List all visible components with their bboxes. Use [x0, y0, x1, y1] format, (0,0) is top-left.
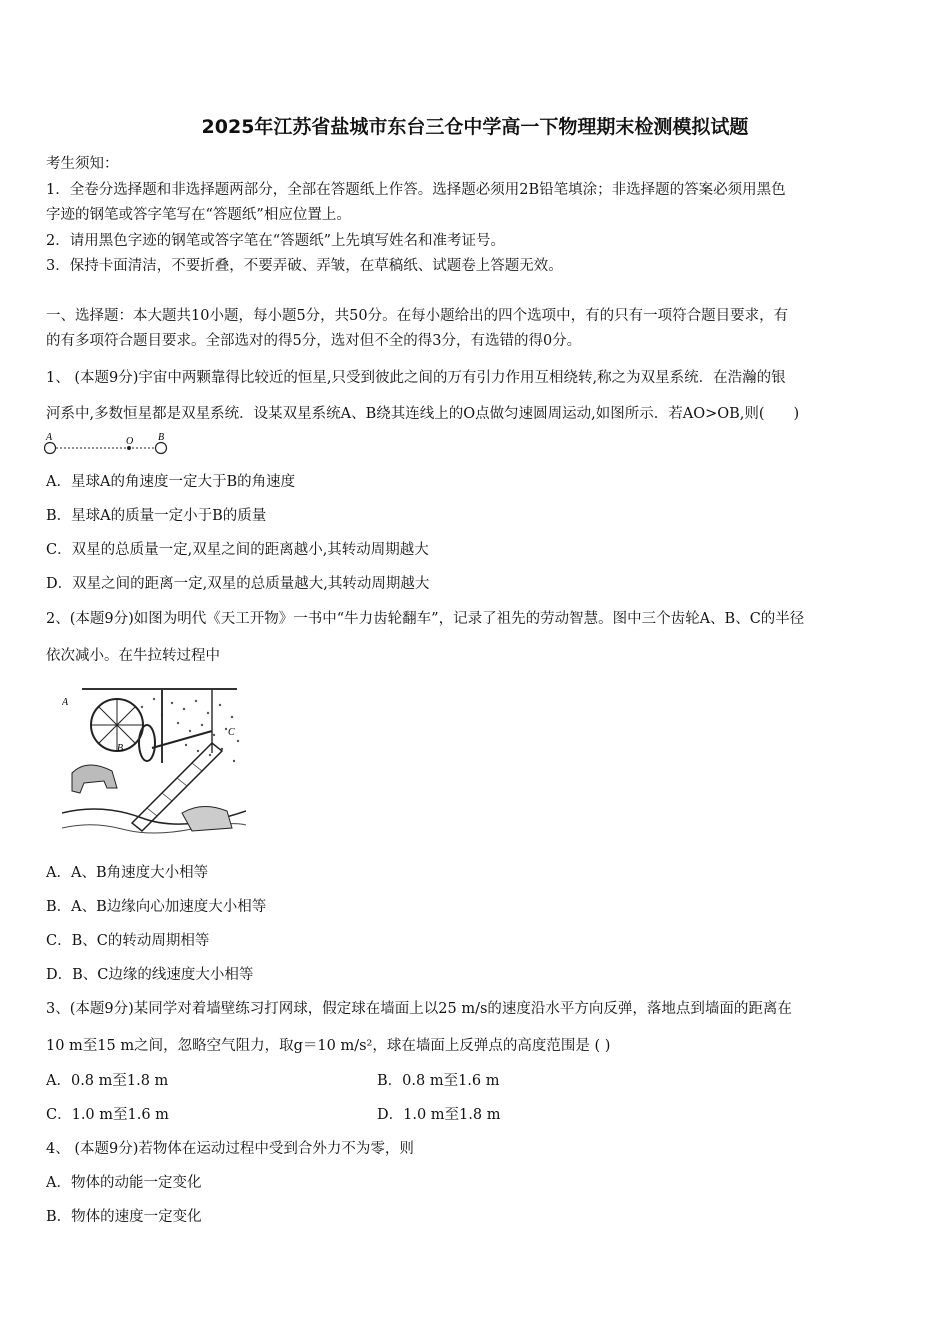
- question-4-text: 4、 (本题9分)若物体在运动过程中受到合外力不为零，则: [46, 1141, 414, 1157]
- notice-item: 2．请用黑色字迹的钢笔或答字笔在“答题纸”上先填写姓名和准考证号。: [46, 233, 506, 249]
- question-2-option: C．B、C的转动周期相等: [46, 933, 210, 949]
- question-4-option: B．物体的速度一定变化: [46, 1209, 202, 1225]
- ox-gear-waterwheel-illustration: [62, 683, 246, 837]
- question-2-option: D．B、C边缘的线速度大小相等: [46, 967, 254, 983]
- question-3-option: B．0.8 m至1.6 m: [377, 1073, 500, 1089]
- question-1-text: 河系中,多数恒星都是双星系统．设某双星系统A、B绕其连线上的O点做匀速圆周运动,如图所示．若AO>OB,则( ): [46, 406, 800, 422]
- page-title: 2025年江苏省盐城市东台三仓中学高一下物理期末检测模拟试题: [201, 116, 749, 138]
- question-3-option: C．1.0 m至1.6 m: [46, 1107, 169, 1123]
- notice-item: 字迹的钢笔或答字笔写在“答题纸”相应位置上。: [46, 207, 351, 223]
- section-intro: 一、选择题：本大题共10小题，每小题5分，共50分。在每小题给出的四个选项中，有的只有一项符合题目要求，有: [46, 308, 789, 324]
- question-3-text: 3、(本题9分)某同学对着墙壁练习打网球，假定球在墙面上以25 m/s的速度沿水平方向反弹，落地点到墙面的距离在: [46, 1001, 792, 1017]
- question-2-text: 依次减小。在牛拉转过程中: [46, 648, 220, 664]
- label-c: C: [228, 727, 235, 738]
- question-1-option: A．星球A的角速度一定大于B的角速度: [46, 474, 296, 490]
- notice-heading: 考生须知：: [46, 156, 119, 172]
- star-a-circle: [45, 443, 56, 454]
- question-1-option: B．星球A的质量一定小于B的质量: [46, 508, 267, 524]
- binary-star-diagram: [42, 430, 182, 456]
- question-1-option: C．双星的总质量一定,双星之间的距离越小,其转动周期越大: [46, 542, 429, 558]
- label-b: B: [158, 432, 165, 443]
- notice-item: 3．保持卡面清洁，不要折叠，不要弄破、弄皱，在草稿纸、试题卷上答题无效。: [46, 258, 563, 274]
- question-2-text: 2、(本题9分)如图为明代《天工开物》一书中“牛力齿轮翻车”，记录了祖先的劳动智慧。图中三个齿轮A、B、C的半径: [46, 611, 805, 627]
- question-2-option: A．A、B角速度大小相等: [46, 865, 209, 881]
- label-b: B: [117, 743, 124, 754]
- question-3-option: D．1.0 m至1.8 m: [377, 1107, 501, 1123]
- question-3-option: A．0.8 m至1.8 m: [46, 1073, 169, 1089]
- question-4-option: A．物体的动能一定变化: [46, 1175, 202, 1191]
- label-a: A: [62, 697, 69, 708]
- question-1-option: D．双星之间的距离一定,双星的总质量越大,其转动周期越大: [46, 576, 430, 592]
- label-a: A: [46, 432, 53, 443]
- label-o: O: [126, 436, 134, 447]
- question-3-text: 10 m至15 m之间，忽略空气阻力，取g＝10 m/s²，球在墙面上反弹点的高度范围是 ( ): [46, 1038, 611, 1054]
- question-1-text: 1、 (本题9分)宇宙中两颗靠得比较近的恒星,只受到彼此之间的万有引力作用互相绕转,称之为双星系统．在浩瀚的银: [46, 370, 786, 386]
- notice-item: 1．全卷分选择题和非选择题两部分，全部在答题纸上作答。选择题必须用2B铅笔填涂；非选择题的答案必须用黑色: [46, 182, 786, 198]
- question-2-option: B．A、B边缘向心加速度大小相等: [46, 899, 267, 915]
- section-intro: 的有多项符合题目要求。全部选对的得5分，选对但不全的得3分，有选错的得0分。: [46, 333, 582, 349]
- star-b-circle: [156, 443, 167, 454]
